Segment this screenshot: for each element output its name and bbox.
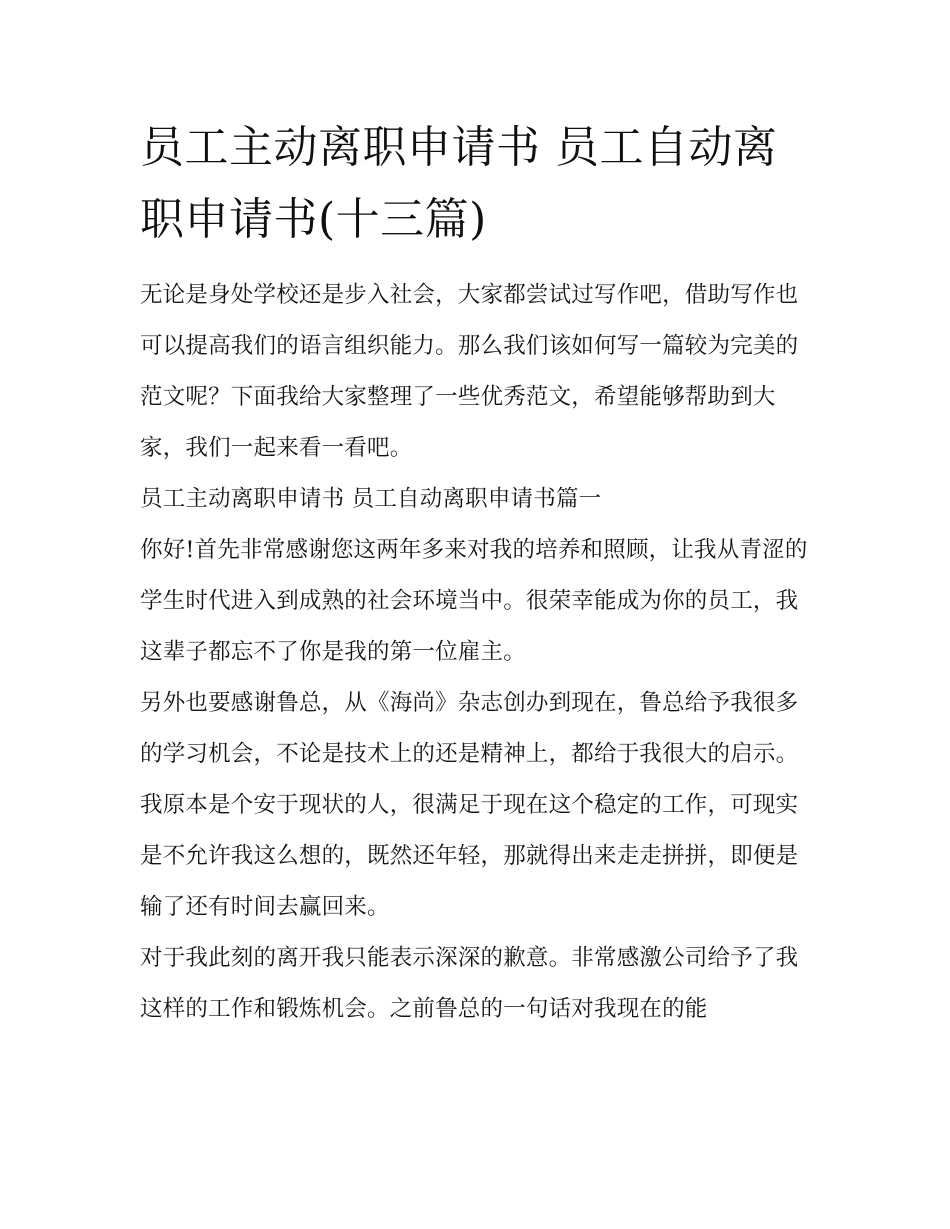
paragraph: 另外也要感谢鲁总，从《海尚》杂志创办到现在，鲁总给予我很多的学习机会，不论是技术上的还是精神上，都给于我很大的启示。 [140,690,799,767]
paragraph-intro: 无论是身处学校还是步入社会，大家都尝试过写作吧，借助写作也可以提高我们的语言组织能力。那么我们该如何写一篇较为完美的范文呢？下面我给大家整理了一些优秀范文，希望能够帮助到大家，我们一起来看一看吧。 [140,282,799,461]
paragraph: 对于我此刻的离开我只能表示深深的歉意。非常感激公司给予了我这样的工作和锻炼机会。之前鲁总的一句话对我现在的能 [140,945,799,1022]
section-heading: 员工主动离职申请书 员工自动离职申请书篇一 [140,486,602,512]
paragraph: 我原本是个安于现状的人，很满足于现在这个稳定的工作，可现实是不允许我这么想的，既然还年轻，那就得出来走走拼拼，即便是输了还有时间去赢回来。 [140,792,799,920]
paragraph: 你好!首先非常感谢您这两年多来对我的培养和照顾，让我从青涩的学生时代进入到成熟的社会环境当中。很荣幸能成为你的员工，我这辈子都忘不了你是我的第一位雇主。 [140,537,808,665]
document-title: 员工主动离职申请书 员工自动离职申请书(十三篇) [140,122,778,245]
document-body [140,112,820,1035]
